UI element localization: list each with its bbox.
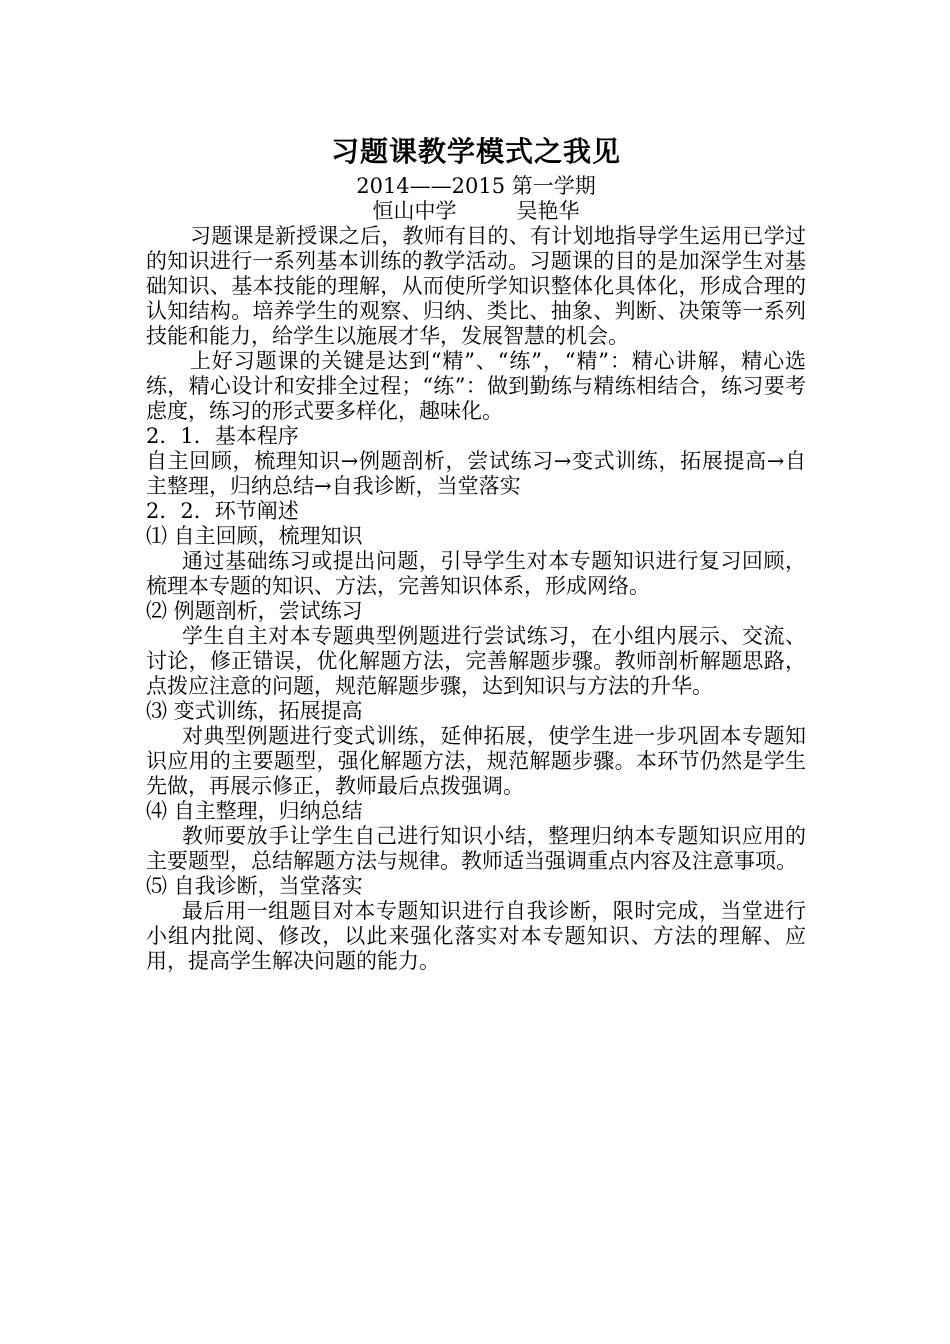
author-name: 吴艳华: [516, 199, 580, 223]
step-2-text: 学生自主对本专题典型例题进行尝试练习，在小组内展示、交流、讨论，修正错误，优化解题方法，完善解题步骤。教师剖析解题思路，点拨应注意的问题，规范解题步骤，达到知识与方法的升华。: [146, 624, 806, 698]
step-4-heading: ⑷ 自主整理，归纳总结: [146, 799, 363, 823]
step-3-text: 对典型例题进行变式训练，延伸拓展，使学生进一步巩固本专题知识应用的主要题型，强化解题方法，规范解题步骤。本环节仍然是学生先做，再展示修正，教师最后点拨强调。: [146, 724, 806, 798]
step-5-heading: ⑸ 自我诊断，当堂落实: [146, 874, 363, 898]
author-line: [146, 199, 806, 224]
document-title: 习题课教学模式之我见: [330, 135, 621, 168]
step-2-heading: ⑵ 例题剖析，尝试练习: [146, 599, 363, 623]
document-page: [146, 130, 806, 974]
section-1-heading: 2．1．基本程序: [146, 424, 299, 448]
step-5-text: 最后用一组题目对本专题知识进行自我诊断，限时完成，当堂进行小组内批阅、修改，以此来强化落实对本专题知识、方法的理解、应用，提高学生解决问题的能力。: [146, 899, 806, 973]
intro-paragraph-2: 上好习题课的关键是达到“精”、“练”，“精”：精心讲解，精心选练，精心设计和安排全过程；“练”：做到勤练与精练相结合，练习要考虑度，练习的形式要多样化，趣味化。: [146, 349, 806, 423]
school-name: 恒山中学: [372, 199, 457, 223]
step-1-heading: ⑴ 自主回顾，梳理知识: [146, 524, 363, 548]
step-1-text: 通过基础练习或提出问题，引导学生对本专题知识进行复习回顾，梳理本专题的知识、方法，完善知识体系，形成网络。: [146, 549, 806, 598]
step-4-text: 教师要放手让学生自己进行知识小结，整理归纳本专题知识应用的主要题型，总结解题方法与规律。教师适当强调重点内容及注意事项。: [146, 824, 806, 873]
section-1-text: 自主回顾，梳理知识→例题剖析，尝试练习→变式训练，拓展提高→自主整理，归纳总结→自我诊断，当堂落实: [146, 449, 806, 498]
term-line: 2014——2015 第一学期: [356, 174, 596, 198]
section-2-heading: 2．2．环节阐述: [146, 499, 299, 523]
step-3-heading: ⑶ 变式训练，拓展提高: [146, 699, 363, 723]
intro-paragraph-1: 习题课是新授课之后，教师有目的、有计划地指导学生运用已学过的知识进行一系列基本训练的教学活动。习题课的目的是加深学生对基础知识、基本技能的理解，从而使所学知识整体化具体化，形成合理的认知结构。培养学生的观察、归纳、类比、抽象、判断、决策等一系列技能和能力，给学生以施展才华，发展智慧的机会。: [146, 224, 806, 348]
